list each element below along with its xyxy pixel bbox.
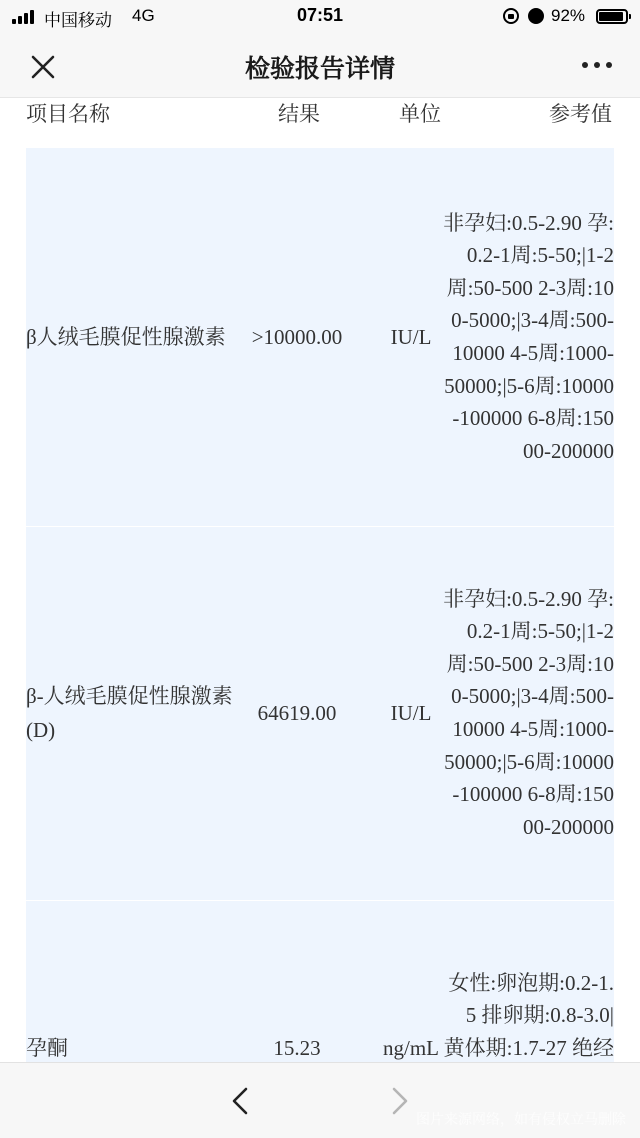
item-result: >10000.00 <box>251 324 343 349</box>
row-divider <box>26 526 614 527</box>
bottom-toolbar <box>0 1062 640 1138</box>
column-header-unit: 单位 <box>399 103 441 126</box>
item-name: β人绒毛膜促性腺激素 <box>26 325 226 349</box>
status-time: 07:51 <box>296 5 344 25</box>
back-arrow-icon[interactable] <box>226 1085 256 1117</box>
status-bar <box>0 0 640 34</box>
table-header <box>0 98 640 138</box>
lock-rotation-icon <box>503 8 519 24</box>
page-title: 检验报告详情 <box>244 55 395 83</box>
column-header-name: 项目名称 <box>26 103 110 126</box>
watermark-text: 图片来源网络，如有侵权立马删除 <box>416 1111 626 1127</box>
table-row <box>26 528 614 898</box>
item-result: 64619.00 <box>257 700 337 725</box>
table-body <box>26 148 614 1068</box>
battery-icon <box>596 9 628 24</box>
more-icon[interactable] <box>582 62 614 70</box>
nav-bar <box>0 34 640 98</box>
alarm-icon <box>528 8 544 24</box>
column-header-result: 结果 <box>278 103 320 126</box>
item-name: β-人绒毛膜促性腺激素(D) <box>26 684 233 742</box>
table-row <box>26 152 614 522</box>
item-result: 15.23 <box>273 1035 321 1060</box>
item-reference: 女性:卵泡期:0.2-1.5 排卵期:0.8-3.0| 黄体期:1.7-27 绝经 <box>443 970 614 1060</box>
item-reference: 非孕妇:0.5-2.90 孕:0.2-1周:5-50;|1-2周:50-500 2-3周:100-5000;|3-4周:500-10000 4-5周:1000-50000;|5-6周:10000-100000 6-8周:15000-200000 <box>443 210 614 463</box>
item-name: 孕酮 <box>26 1036 68 1060</box>
item-unit: IU/L <box>390 700 432 725</box>
row-divider <box>26 900 614 901</box>
forward-arrow-icon[interactable] <box>384 1085 414 1117</box>
item-reference: 非孕妇:0.5-2.90 孕:0.2-1周:5-50;|1-2周:50-500 2-3周:100-5000;|3-4周:500-10000 4-5周:1000-50000;|5-6周:10000-100000 6-8周:15000-200000 <box>443 586 614 839</box>
battery-percent: 92% <box>551 6 586 25</box>
item-unit: ng/mL <box>383 1035 439 1060</box>
carrier-name: 中国移动 <box>44 11 112 30</box>
table-row <box>26 908 614 1068</box>
column-header-reference: 参考值 <box>549 103 612 126</box>
network-type: 4G <box>132 6 155 25</box>
item-unit: IU/L <box>390 324 432 349</box>
